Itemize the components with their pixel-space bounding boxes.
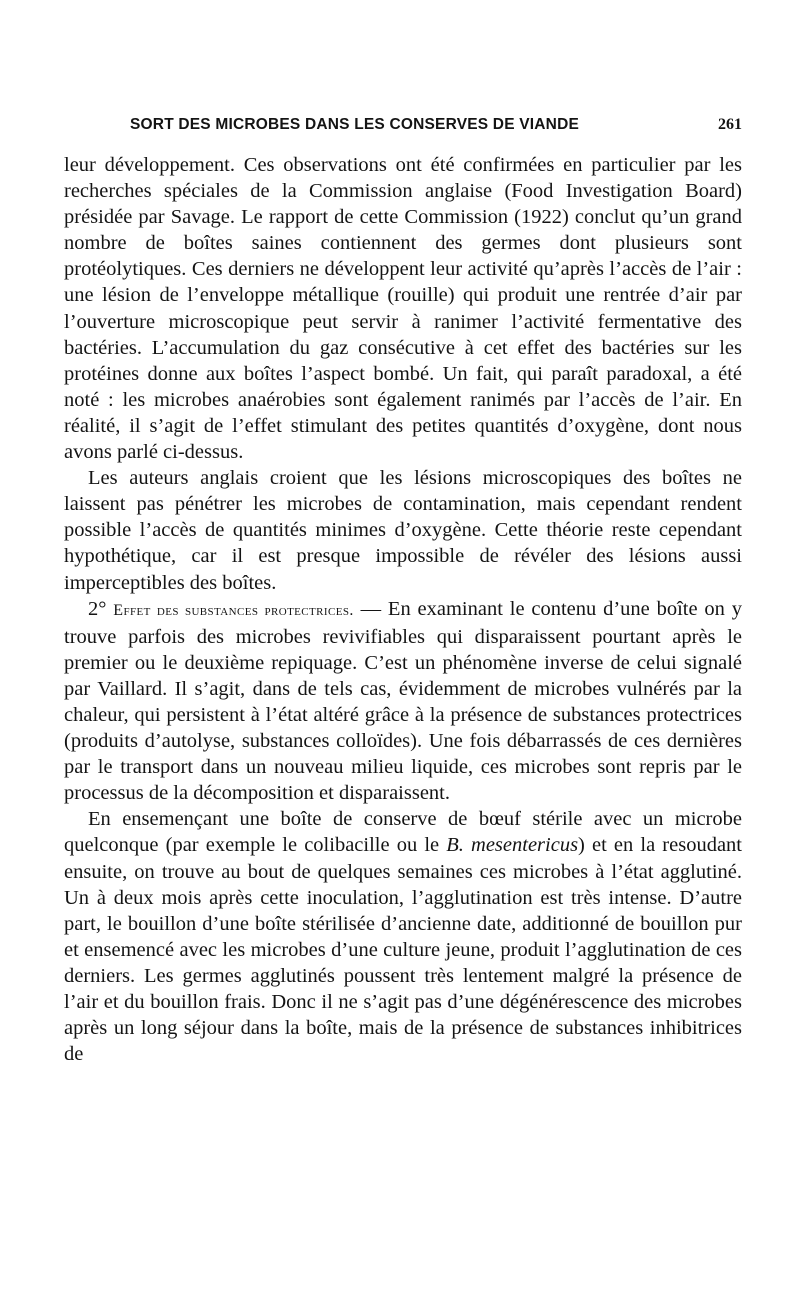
running-title: SORT DES MICROBES DANS LES CONSERVES DE VIANDE: [130, 116, 580, 133]
section-text: En examinant le contenu d’une boîte on y trouve parfois des microbes revivifiables qui disparaissent pourtant après le premier ou le deuxième repiquage. C’est un phénomène inverse de celui signalé par Vaillard. Il s’agit, dans de tels cas, évidemment de microbes vulnérés par la chaleur, qui persistent à l’état altéré grâce à la présence de substances protectrices (produits d’autolyse, substances colloïdes). Une fois débarrassés de ces dernières par le transport dans un nouveau milieu liquide, ces microbes sont repris par le processus de la décomposition et disparaissent.: [64, 597, 743, 805]
paragraph-english-authors: Les auteurs anglais croient que les lésions microscopiques des boîtes ne laissent pas pénétrer les microbes de contamination, mais cependant rendent possible l’accès de quantités minimes d’oxygène. Cette théorie reste cependant hypothétique, car il est presque impossible de révéler des lésions aussi imperceptibles des boîtes.: [64, 467, 742, 594]
species-name: B. mesentericus: [446, 834, 579, 857]
running-head: [64, 116, 742, 146]
paragraph-agglutination: [64, 806, 742, 1067]
paragraph-text-end: ) et en la resoudant ensuite, on trouve au bout de quelques semaines ces microbes à l’état agglutiné. Un à deux mois après cette inoculation, l’agglutination est très intense. D’autre part, le bouillon d’une boîte stérilisée d’ancienne date, additionné de bouillon pur et ensemencé avec les microbes d’une culture jeune, produit l’agglutination de ces derniers. Les germes agglutinés poussent très lentement malgré la présence de l’air et du bouillon frais. Donc il ne s’agit pas d’une dégénérescence des microbes après un long séjour dans la boîte, mais de la présence de substances inhibitrices de: [64, 834, 742, 1066]
section-heading: Effet des substances protectrices.: [113, 601, 354, 619]
paragraph-continued: leur développement. Ces observations ont été confirmées en particulier par les recherches spéciales de la Commission anglaise (Food Investigation Board) présidée par Savage. Le rapport de cette Commission (1922) conclut qu’un grand nombre de boîtes saines contiennent des germes dont plusieurs sont protéolytiques. Ces derniers ne développent leur activité qu’après l’accès de l’air : une lésion de l’enveloppe métallique (rouille) qui produit une rentrée d’air par l’ouverture microscopique peut servir à ranimer l’activité fermentative des bactéries. L’accumulation du gaz consécutive à cet effet des bactéries sur les protéines donne aux boîtes l’aspect bombé. Un fait, qui paraît paradoxal, a été noté : les microbes anaérobies sont également ranimés par l’accès de l’air. En réalité, il s’agit de l’effet stimulant des petites quantités d’oxygène, dont nous avons parlé ci-dessus.: [64, 154, 742, 464]
page-number: 261: [718, 116, 742, 133]
paragraph-protective-substances: [64, 596, 742, 807]
heading-dash: —: [353, 597, 388, 620]
book-page: [64, 116, 742, 1067]
section-number: 2°: [88, 597, 107, 620]
paragraph-text-start: En ensemençant une boîte de conserve de bœuf stérile avec un microbe quelconque (par exemple le colibacille ou le: [64, 808, 742, 857]
